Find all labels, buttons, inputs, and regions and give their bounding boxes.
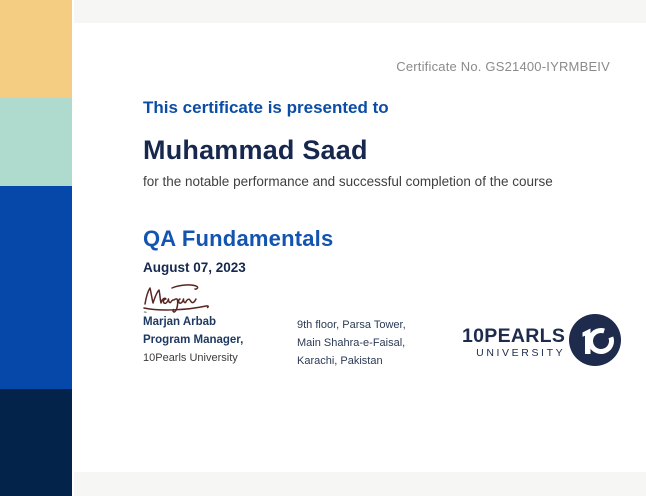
certificate-number: Certificate No. GS21400-IYRMBEIV (396, 59, 610, 74)
course-description: for the notable performance and successful completion of the course (143, 174, 553, 189)
signatory-title: Program Manager, (143, 334, 244, 346)
10pearls-emblem-icon (569, 314, 621, 366)
presented-heading: This certificate is presented to (143, 98, 389, 117)
recipient-name: Muhammad Saad (143, 135, 368, 165)
address-block (297, 316, 406, 370)
address-line-3: Karachi, Pakistan (297, 355, 383, 367)
signature-handwriting-icon (142, 283, 220, 315)
sidebar-block-yellow (0, 0, 72, 98)
top-strip (74, 0, 646, 23)
course-name: QA Fundamentals (143, 226, 334, 251)
sidebar-block-navy (0, 389, 72, 496)
address-line-2: Main Shahra-e-Faisal, (297, 337, 406, 349)
bottom-strip (74, 472, 646, 496)
address-line-1: 9th floor, Parsa Tower, (297, 319, 406, 331)
logo-subtitle-text: UNIVERSITY (476, 347, 566, 359)
logo-wordmark (462, 327, 565, 359)
completion-date: August 07, 2023 (143, 260, 246, 275)
signatory-organization: 10Pearls University (143, 352, 238, 364)
logo-brand-text: 10PEARLS (462, 325, 566, 347)
sidebar-block-teal (0, 98, 72, 186)
signatory-name: Marjan Arbab (143, 316, 217, 328)
10pearls-university-logo (462, 314, 621, 366)
sidebar-block-blue (0, 186, 72, 389)
